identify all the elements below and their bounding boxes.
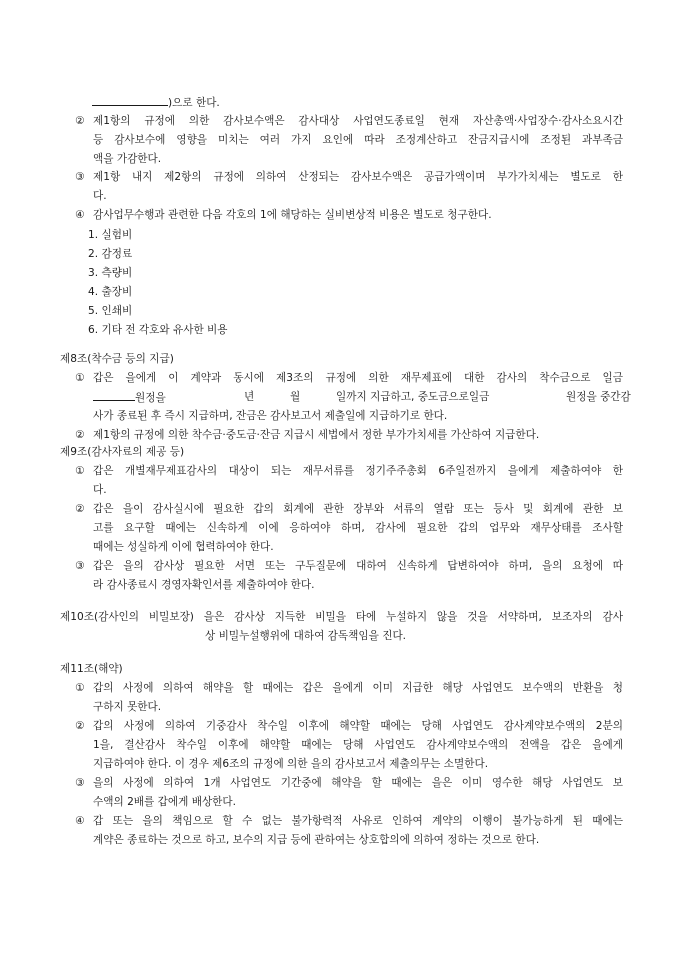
art9-p1-line2: 다. xyxy=(93,484,107,496)
art7-p4-line1: 감사업무수행과 관련한 다음 각호의 1에 해당하는 실비변상적 비용은 별도로 청구한다. xyxy=(93,209,492,221)
art9-p2-line3: 때에는 성실하게 이에 협력하여야 한다. xyxy=(93,541,274,553)
art7-p2-marker: ② xyxy=(75,115,85,127)
art11-p2-line1: 갑의 사정에 의하여 기중감사 착수일 이후에 해약할 때에는 당해 사업연도 감사계약보수액의 2분의 xyxy=(93,720,623,732)
art9-p2-line1: 갑은 을이 감사실시에 필요한 갑의 회계에 관한 장부와 서류의 열람 또는 등사 및 회계에 관한 보 xyxy=(93,503,623,515)
art7-item: 1. 실험비 xyxy=(88,229,133,241)
art8-p1-line3: 사가 종료된 후 즉시 지급하며, 잔금은 감사보고서 제출일에 지급하기로 한다. xyxy=(93,410,448,422)
art10-line1: 제10조(감사인의 비밀보장) 을은 감사상 지득한 비밀을 타에 누설하지 않을 것을 서약하며, 보조자의 감사 xyxy=(60,611,623,623)
art9-p2-marker: ② xyxy=(75,503,85,515)
art8-p1-line1: 갑은 을에게 이 계약과 동시에 제3조의 규정에 의한 재무제표에 대한 감사의 착수금으로 일금 xyxy=(93,372,623,384)
art9-p1-marker: ① xyxy=(75,465,85,477)
month-label: 월 xyxy=(290,391,301,403)
art11-p4-marker: ④ xyxy=(75,815,85,827)
art11-p1-line2: 구하지 못한다. xyxy=(93,701,162,713)
art7-item: 5. 인쇄비 xyxy=(88,305,133,317)
art11-p4-line2: 계약은 종료하는 것으로 하고, 보수의 지급 등에 관하여는 상호합의에 의하여 정하는 것으로 한다. xyxy=(93,834,540,846)
art7-p3-line2: 다. xyxy=(93,190,107,202)
fill-in-blank[interactable] xyxy=(92,93,168,106)
art7-p3-marker: ③ xyxy=(75,171,85,183)
art11-p1-marker: ① xyxy=(75,682,85,694)
art7-item: 4. 출장비 xyxy=(88,286,133,298)
art11-p2-marker: ② xyxy=(75,720,85,732)
art8-p1-line2-end: 원정을 중간감 xyxy=(566,391,631,403)
art11-heading: 제11조(해약) xyxy=(60,663,123,675)
art11-p3-marker: ③ xyxy=(75,777,85,789)
art9-p2-line2: 고를 요구할 때에는 신속하게 이에 응하여야 하며, 감사에 필요한 갑의 업무와 재무상태를 조사할 xyxy=(93,522,623,534)
art8-p2-marker: ② xyxy=(75,429,85,441)
art7-item: 2. 감정료 xyxy=(88,248,133,260)
art8-heading: 제8조(착수금 등의 지급) xyxy=(60,353,174,365)
art11-p2-line3: 지급하여야 한다. 이 경우 제6조의 규정에 의한 을의 감사보고서 제출의무는 소멸한다. xyxy=(93,758,489,770)
art11-p2-line2: 1을, 결산감사 착수일 이후에 해약할 때에는 당해 사업연도 감사계약보수액의 전액을 갑은 을에게 xyxy=(93,739,623,751)
art9-p3-line2: 라 감사종료시 경영자확인서를 제출하여야 한다. xyxy=(93,579,315,591)
art8-p1-marker: ① xyxy=(75,372,85,384)
art10-line2: 상 비밀누설행위에 대하여 감독책임을 진다. xyxy=(205,630,407,642)
art9-p3-line1: 갑은 을의 감사상 필요한 서면 또는 구두질문에 대하여 신속하게 답변하여야 하며, 을의 요청에 따 xyxy=(93,560,623,572)
art7-p4-marker: ④ xyxy=(75,209,85,221)
art8-text: 원정을 xyxy=(135,392,166,404)
art7-p2-line2: 등 감사보수에 영향을 미치는 여러 가지 요인에 따라 조정계산하고 잔금지급시에 조정된 과부족금 xyxy=(93,134,623,146)
art11-p1-line1: 갑의 사정에 의하여 해약을 할 때에는 갑은 을에게 이미 지급한 해당 사업연도 보수액의 반환을 청 xyxy=(93,682,623,694)
art11-p3-line1: 을의 사정에 의하여 1개 사업연도 기간중에 해약을 할 때에는 을은 이미 영수한 해당 사업연도 보 xyxy=(93,777,623,789)
art7-p2-line3: 액을 가감한다. xyxy=(93,153,162,165)
art7-p3-line1: 제1항 내지 제2항의 규정에 의하여 산정되는 감사보수액은 공급가액이며 부가가치세는 별도로 한 xyxy=(93,171,623,183)
art9-p3-marker: ③ xyxy=(75,560,85,572)
art7-item: 3. 측량비 xyxy=(88,267,133,279)
day-label: 일까지 지급하고, 중도금으로일금 xyxy=(336,391,490,403)
art7-continuation-line xyxy=(92,93,220,113)
art11-p4-line1: 갑 또는 을의 책임으로 할 수 없는 불가항력적 사유로 인하여 계약의 이행이 불가능하게 된 때에는 xyxy=(93,815,623,827)
art9-heading: 제9조(감사자료의 제공 등) xyxy=(60,446,185,458)
art7-p2-line1: 제1항의 규정에 의한 감사보수액은 감사대상 사업연도종료일 현재 자산총액·사업장수·감사소요시간 xyxy=(93,115,623,127)
art9-p1-line1: 갑은 개별재무제표감사의 대상이 되는 재무서류를 정기주주총회 6주일전까지 을에게 제출하여야 한 xyxy=(93,465,623,477)
art8-p1-line2 xyxy=(93,388,166,408)
art8-p2-line1: 제1항의 규정에 의한 착수금·중도금·잔금 지급시 세법에서 정한 부가가치세를 가산하여 지급한다. xyxy=(93,429,540,441)
art7-item: 6. 기타 전 각호와 유사한 비용 xyxy=(88,324,228,336)
year-label: 년 xyxy=(244,391,255,403)
amount-blank[interactable] xyxy=(93,388,135,401)
art7-continuation-text: )으로 한다. xyxy=(168,97,220,109)
art11-p3-line2: 수액의 2배를 갑에게 배상한다. xyxy=(93,796,237,808)
